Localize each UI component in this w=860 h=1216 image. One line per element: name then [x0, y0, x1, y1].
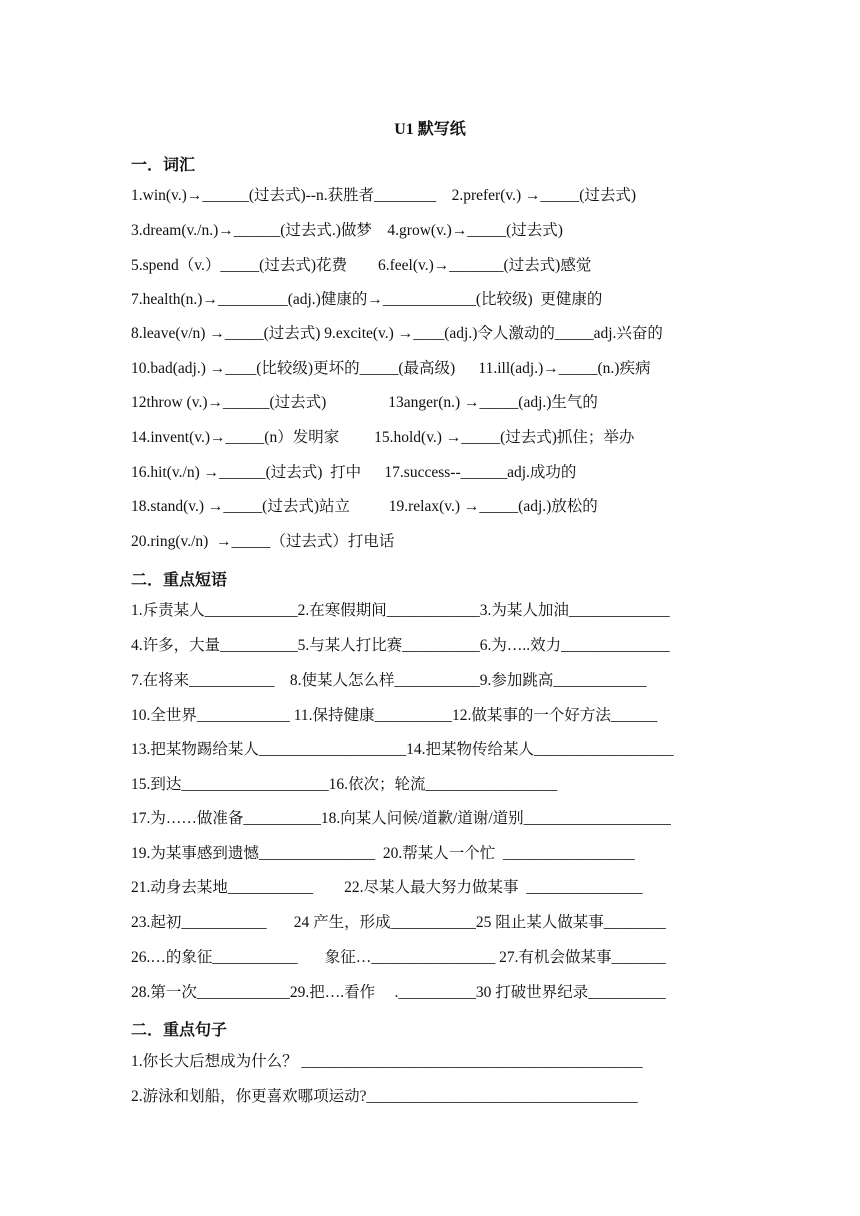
vocab-line: 8.leave(v/n) →_____(过去式) 9.excite(v.) →____(adj.)令人激动的_____adj.兴奋的 — [131, 325, 663, 342]
sentence-line: 1.你长大后想成为什么？ ____________________________________________ — [131, 1053, 643, 1070]
vocab-line: 14.invent(v.)→_____(n）发明家 15.hold(v.) →_____(过去式)抓住；举办 — [131, 429, 635, 446]
phrase-line: 10.全世界____________ 11.保持健康__________12.做某事的一个好方法______ — [131, 707, 658, 724]
phrase-line: 21.动身去某地___________ 22.尽某人最大努力做某事 _______________ — [131, 879, 643, 896]
section-heading-vocabulary: 一．词汇 — [131, 157, 196, 174]
vocab-line: 20.ring(v./n) →_____（过去式）打电话 — [131, 533, 395, 550]
section-heading-sentences: 二．重点句子 — [131, 1022, 228, 1039]
vocab-line: 12throw (v.)→______(过去式) 13anger(n.) →_____(adj.)生气的 — [131, 394, 598, 411]
phrase-line: 26.…的象征___________ 象征…________________ 27.有机会做某事_______ — [131, 949, 666, 966]
vocab-line: 1.win(v.)→______(过去式)--n.获胜者________ 2.prefer(v.) →_____(过去式) — [131, 187, 637, 204]
vocab-line: 5.spend（v.）_____(过去式)花费 6.feel(v.)→_______(过去式)感觉 — [131, 257, 592, 274]
phrase-line: 13.把某物踢给某人___________________14.把某物传给某人__________________ — [131, 741, 674, 758]
vocab-line: 10.bad(adj.) →____(比较级)更坏的_____(最高级) 11.ill(adj.)→_____(n.)疾病 — [131, 360, 651, 377]
section-heading-phrases: 二．重点短语 — [131, 572, 228, 589]
vocab-line: 3.dream(v./n.)→______(过去式.)做梦 4.grow(v.)→_____(过去式) — [131, 222, 563, 239]
phrase-line: 7.在将来___________ 8.使某人怎么样___________9.参加跳高____________ — [131, 672, 647, 689]
phrase-line: 23.起初___________ 24 产生，形成___________25 阻止某人做某事________ — [131, 914, 666, 931]
page-title: U1 默写纸 — [394, 121, 466, 138]
phrase-line: 4.许多，大量__________5.与某人打比赛__________6.为…..效力______________ — [131, 637, 670, 654]
sentence-line: 2.游泳和划船，你更喜欢哪项运动?___________________________________ — [131, 1088, 638, 1105]
phrase-line: 17.为……做准备__________18.向某人问候/道歉/道谢/道别___________________ — [131, 810, 671, 827]
phrase-line: 28.第一次____________29.把….看作 .__________30 打破世界纪录__________ — [131, 984, 666, 1001]
phrase-line: 19.为某事感到遗憾_______________ 20.帮某人一个忙 _________________ — [131, 845, 635, 862]
phrase-line: 15.到达___________________16.依次；轮流_________________ — [131, 776, 558, 793]
vocab-line: 7.health(n.)→_________(adj.)健康的→____________(比较级) 更健康的 — [131, 291, 603, 308]
vocab-line: 16.hit(v./n) →______(过去式) 打中 17.success--______adj.成功的 — [131, 464, 577, 481]
vocab-line: 18.stand(v.) →_____(过去式)站立 19.relax(v.) →_____(adj.)放松的 — [131, 498, 598, 515]
phrase-line: 1.斥责某人____________2.在寒假期间____________3.为某人加油_____________ — [131, 602, 670, 619]
